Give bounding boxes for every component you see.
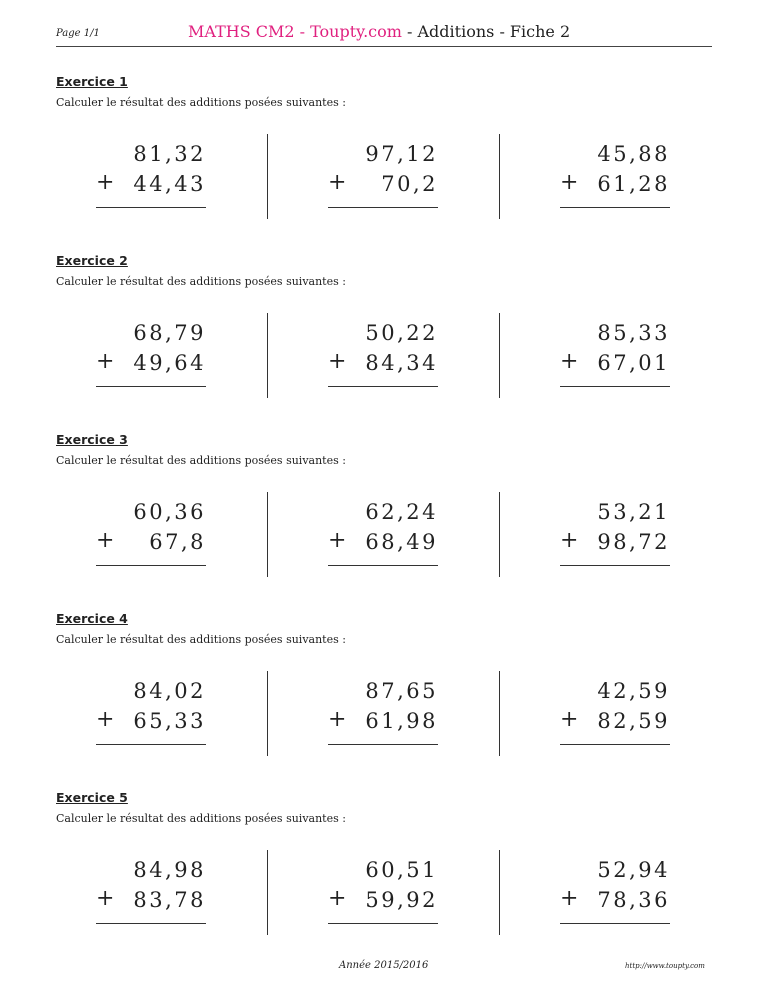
sum-line <box>560 207 670 208</box>
exercise-title: Exercice 2 <box>56 253 128 268</box>
second-operand: 98,72 <box>597 530 670 554</box>
first-operand: 85,33 <box>597 321 670 345</box>
addition-problem <box>96 321 206 381</box>
footer-url: http://www.toupty.com <box>625 962 705 970</box>
addition-problem <box>96 679 206 739</box>
first-operand: 84,98 <box>133 858 206 882</box>
exercise-title: Exercice 5 <box>56 790 128 805</box>
second-operand: 68,49 <box>365 530 438 554</box>
sum-line <box>96 207 206 208</box>
column-separator <box>499 313 500 398</box>
exercise-instruction: Calculer le résultat des additions posées suivantes : <box>56 275 346 288</box>
column-separator <box>499 671 500 756</box>
addition-problem <box>96 858 206 918</box>
column-separator <box>267 671 268 756</box>
plus-sign: + <box>560 170 579 195</box>
addition-problem <box>560 321 670 381</box>
addition-problem <box>560 858 670 918</box>
column-separator <box>499 134 500 219</box>
plus-sign: + <box>96 707 115 732</box>
column-separator <box>267 313 268 398</box>
column-separator <box>499 492 500 577</box>
column-separator <box>267 134 268 219</box>
second-operand: 59,92 <box>365 888 438 912</box>
sum-line <box>96 565 206 566</box>
page-title <box>188 22 570 41</box>
footer-year: Année 2015/2016 <box>339 960 429 971</box>
addition-problem <box>328 858 438 918</box>
second-operand: 83,78 <box>133 888 206 912</box>
sum-line <box>560 923 670 924</box>
site-title: MATHS CM2 - Toupty.com <box>188 22 402 41</box>
plus-sign: + <box>96 886 115 911</box>
addition-problem <box>560 679 670 739</box>
plus-sign: + <box>328 349 347 374</box>
plus-sign: + <box>328 170 347 195</box>
first-operand: 42,59 <box>597 679 670 703</box>
page-number: Page 1/1 <box>56 28 100 39</box>
first-operand: 68,79 <box>133 321 206 345</box>
exercise-title: Exercice 4 <box>56 611 128 626</box>
plus-sign: + <box>560 528 579 553</box>
exercise-1 <box>0 74 768 244</box>
sum-line <box>96 744 206 745</box>
first-operand: 62,24 <box>365 500 438 524</box>
second-operand: 61,98 <box>365 709 438 733</box>
exercise-instruction: Calculer le résultat des additions posées suivantes : <box>56 633 346 646</box>
first-operand: 87,65 <box>365 679 438 703</box>
addition-problem <box>560 142 670 202</box>
sum-line <box>328 386 438 387</box>
second-operand: 70,2 <box>381 172 438 196</box>
column-separator <box>267 492 268 577</box>
sum-line <box>328 923 438 924</box>
plus-sign: + <box>560 886 579 911</box>
column-separator <box>267 850 268 935</box>
exercise-2 <box>0 253 768 423</box>
sum-line <box>96 386 206 387</box>
worksheet-title: - Additions - Fiche 2 <box>401 22 571 41</box>
exercise-title: Exercice 1 <box>56 74 128 89</box>
second-operand: 84,34 <box>365 351 438 375</box>
addition-problem <box>96 500 206 560</box>
second-operand: 49,64 <box>133 351 206 375</box>
plus-sign: + <box>96 528 115 553</box>
exercise-instruction: Calculer le résultat des additions posées suivantes : <box>56 96 346 109</box>
addition-problem <box>328 500 438 560</box>
plus-sign: + <box>96 170 115 195</box>
column-separator <box>499 850 500 935</box>
exercise-instruction: Calculer le résultat des additions posées suivantes : <box>56 812 346 825</box>
first-operand: 84,02 <box>133 679 206 703</box>
second-operand: 67,8 <box>149 530 206 554</box>
plus-sign: + <box>96 349 115 374</box>
plus-sign: + <box>560 349 579 374</box>
exercise-title: Exercice 3 <box>56 432 128 447</box>
sum-line <box>560 744 670 745</box>
page-header <box>56 22 712 47</box>
first-operand: 97,12 <box>365 142 438 166</box>
sum-line <box>328 565 438 566</box>
addition-problem <box>328 321 438 381</box>
exercise-3 <box>0 432 768 602</box>
first-operand: 50,22 <box>365 321 438 345</box>
sum-line <box>328 744 438 745</box>
first-operand: 53,21 <box>597 500 670 524</box>
addition-problem <box>328 142 438 202</box>
first-operand: 60,36 <box>133 500 206 524</box>
sum-line <box>560 565 670 566</box>
sum-line <box>560 386 670 387</box>
second-operand: 78,36 <box>597 888 670 912</box>
addition-problem <box>328 679 438 739</box>
addition-problem <box>96 142 206 202</box>
exercise-4 <box>0 611 768 781</box>
first-operand: 81,32 <box>133 142 206 166</box>
sum-line <box>328 207 438 208</box>
plus-sign: + <box>560 707 579 732</box>
plus-sign: + <box>328 528 347 553</box>
second-operand: 82,59 <box>597 709 670 733</box>
second-operand: 65,33 <box>133 709 206 733</box>
sum-line <box>96 923 206 924</box>
second-operand: 67,01 <box>597 351 670 375</box>
first-operand: 60,51 <box>365 858 438 882</box>
exercise-5 <box>0 790 768 960</box>
plus-sign: + <box>328 886 347 911</box>
second-operand: 44,43 <box>133 172 206 196</box>
exercise-instruction: Calculer le résultat des additions posées suivantes : <box>56 454 346 467</box>
addition-problem <box>560 500 670 560</box>
first-operand: 45,88 <box>597 142 670 166</box>
plus-sign: + <box>328 707 347 732</box>
first-operand: 52,94 <box>597 858 670 882</box>
second-operand: 61,28 <box>597 172 670 196</box>
